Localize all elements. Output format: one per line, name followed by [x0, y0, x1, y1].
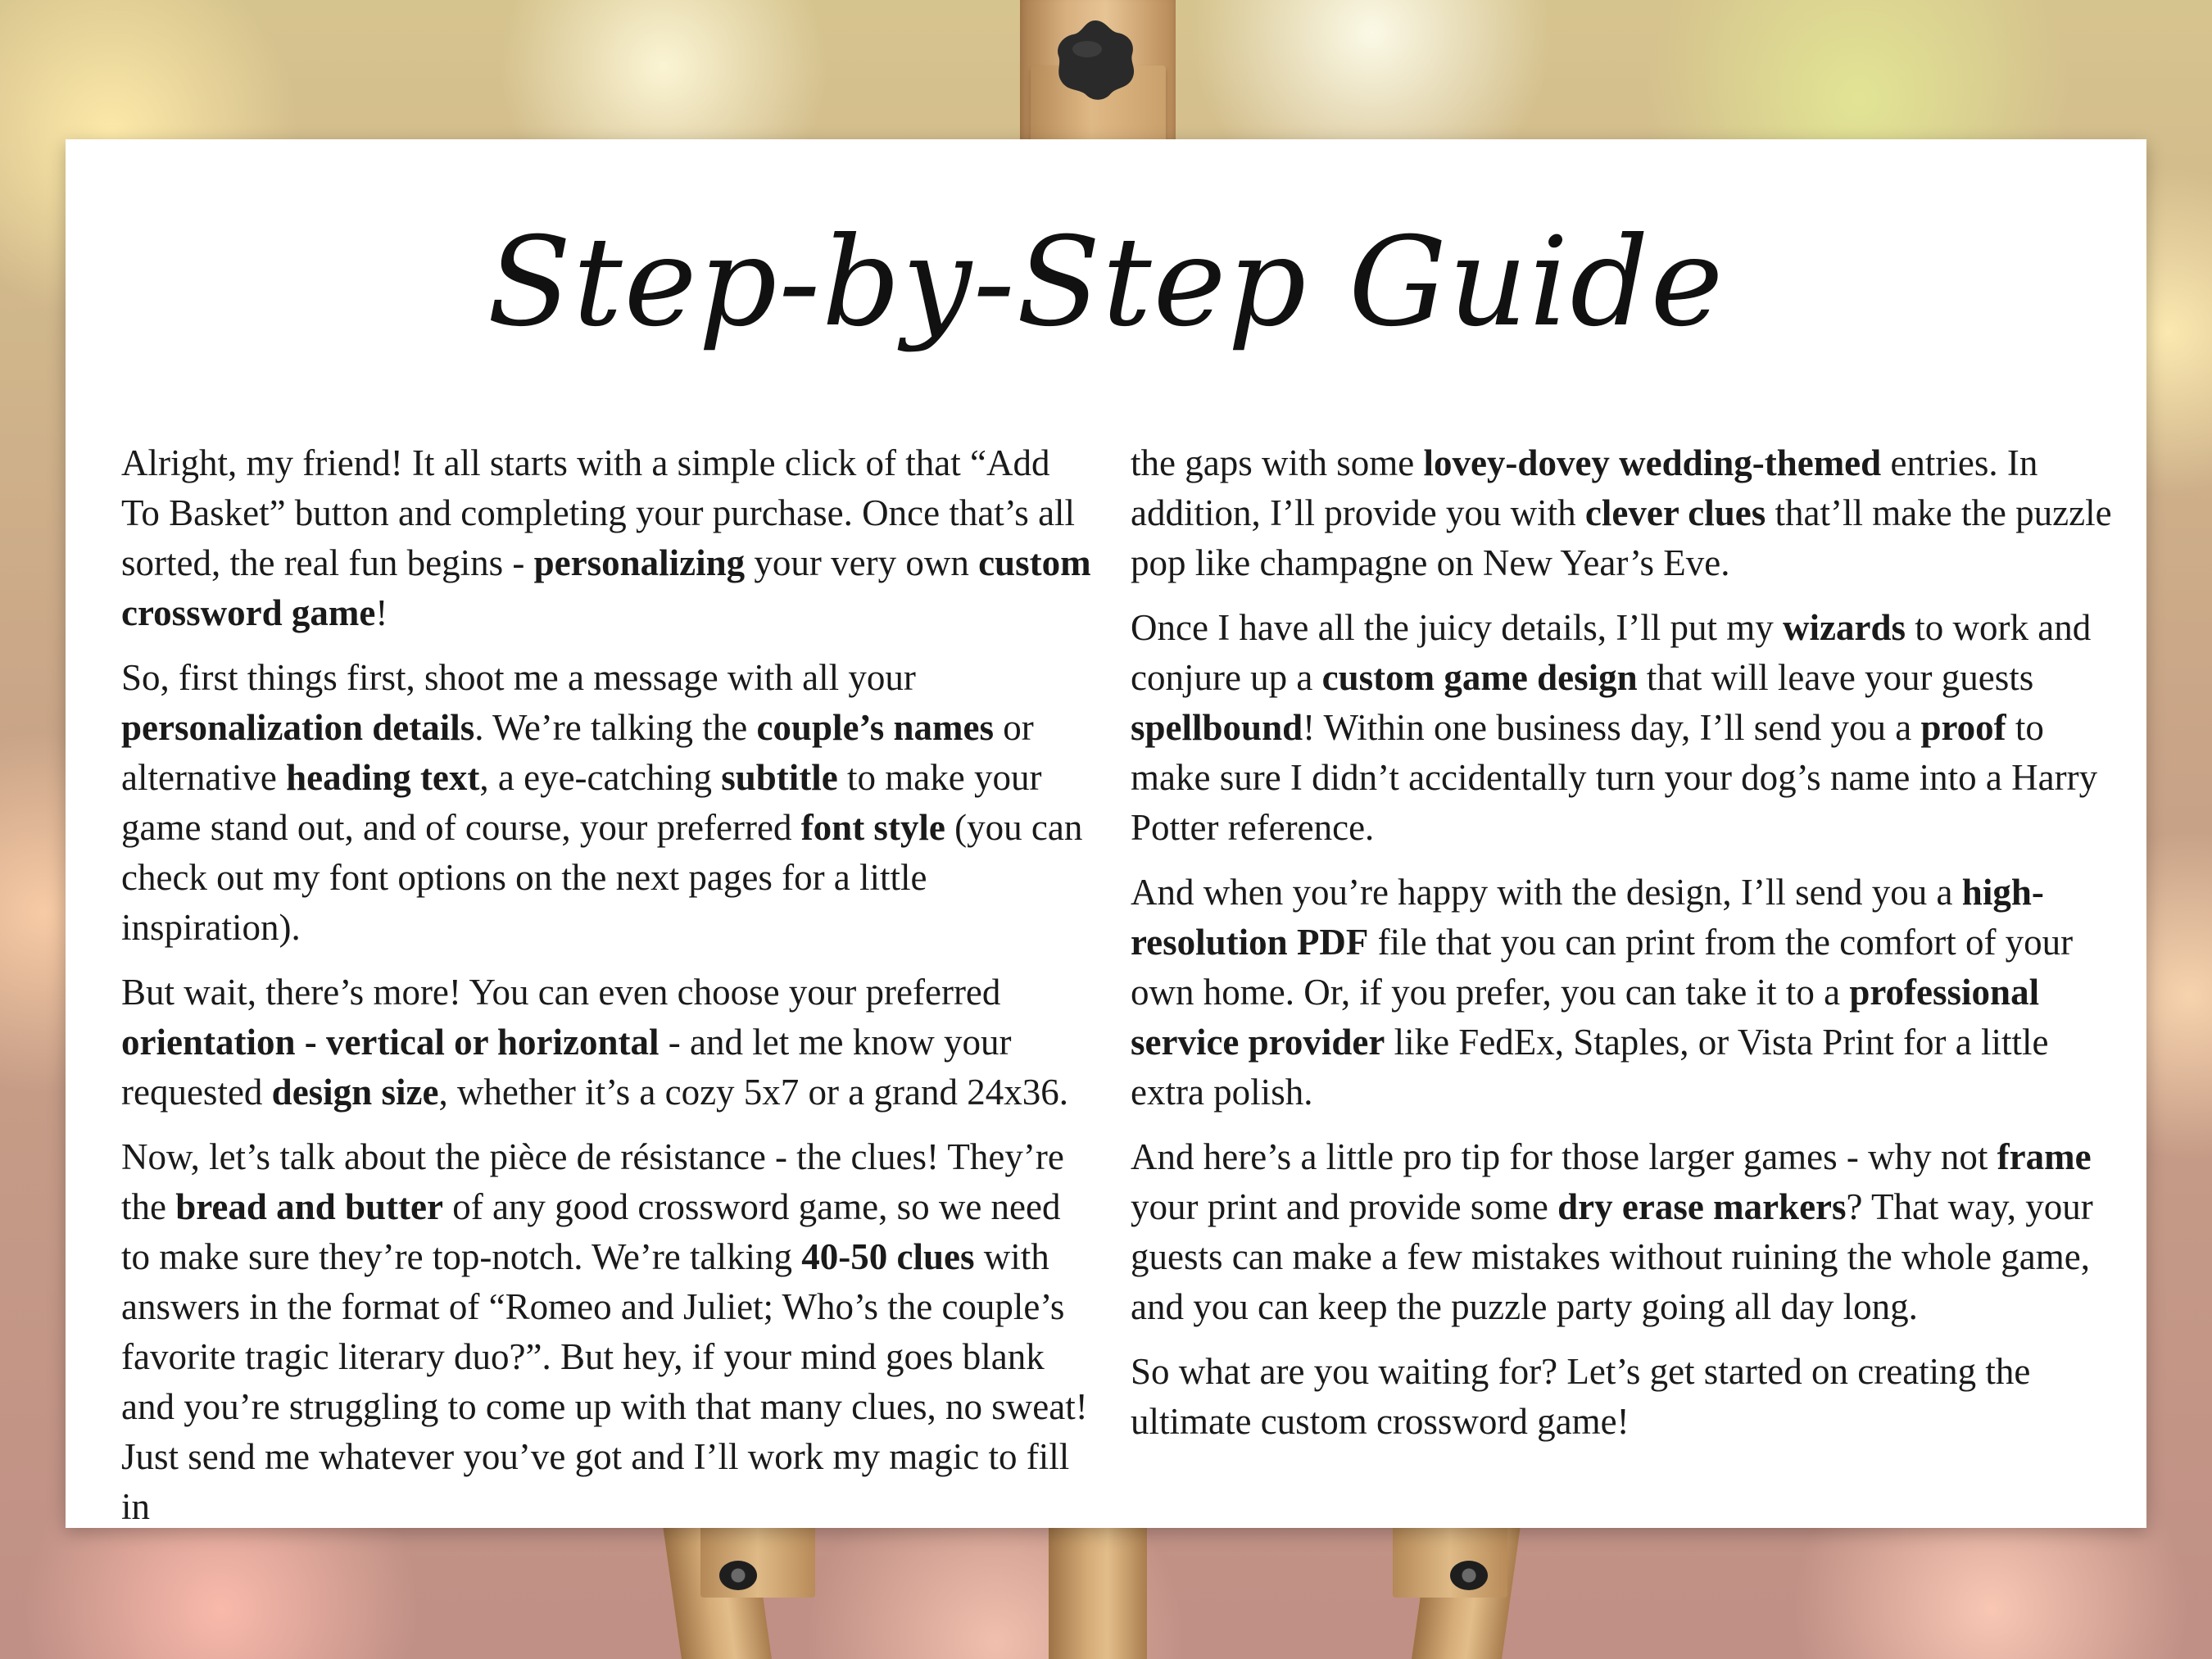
- emphasis: dry erase markers: [1557, 1186, 1847, 1227]
- text: to work and conjure up a: [1131, 607, 2092, 698]
- paragraph: [1131, 1132, 2114, 1332]
- text: that will leave your guests: [1637, 657, 2034, 698]
- right-column: [1131, 438, 2114, 1462]
- emphasis: proof: [1920, 707, 2006, 748]
- text: So, first things first, shoot me a message with all your: [121, 657, 916, 698]
- text: But wait, there’s more! You can even choose your preferred: [121, 972, 1001, 1013]
- text: your very own: [745, 542, 979, 583]
- text: file that you can print from the comfort of your own home. Or, if you prefer, you can take it to a: [1131, 922, 2074, 1013]
- paragraph: [121, 1132, 1092, 1532]
- emphasis: clever clues: [1584, 492, 1766, 533]
- text: Now, let’s talk about the pièce de résistance - the clues! They’re the: [121, 1136, 1064, 1227]
- text: , a eye-catching: [479, 757, 722, 798]
- text: the gaps with some: [1131, 442, 1424, 483]
- text: . We’re talking the: [474, 707, 757, 748]
- paragraph: [121, 968, 1092, 1117]
- emphasis: high-resolution PDF: [1131, 872, 2044, 963]
- emphasis: orientation - vertical or horizontal: [121, 1022, 660, 1063]
- emphasis: personalization details: [121, 707, 475, 748]
- emphasis: personalizing: [533, 542, 746, 583]
- screw-icon: [719, 1561, 757, 1590]
- text: to make your game stand out, and of course, your preferred: [121, 757, 1042, 848]
- text: entries. In addition, I’ll provide you with: [1131, 442, 2038, 533]
- text: like FedEx, Staples, or Vista Print for a little extra polish.: [1131, 1022, 2049, 1113]
- emphasis: wizards: [1783, 607, 1906, 648]
- text: with answers in the format of “Romeo and Juliet; Who’s the couple’s favorite tragic literary duo?”. But hey, if your mind goes blank and you’re struggling to come up with that many clues, no sweat! Just send me whatever you’ve got and I’ll work my magic to fill in: [121, 1236, 1088, 1527]
- screw-icon: [1450, 1561, 1488, 1590]
- paragraph: [1131, 603, 2114, 853]
- text: to make sure I didn’t accidentally turn your dog’s name into a Harry Potter reference.: [1131, 707, 2098, 848]
- emphasis: custom game design: [1321, 657, 1638, 698]
- text: Once I have all the juicy details, I’ll put my: [1131, 607, 1784, 648]
- page-title: Step-by-Step Guide: [487, 211, 1725, 354]
- text: or alternative: [121, 707, 1034, 798]
- emphasis: bread and butter: [175, 1186, 443, 1227]
- emphasis: spellbound: [1131, 707, 1303, 748]
- text: !: [375, 592, 388, 633]
- emphasis: professional service provider: [1131, 972, 2040, 1063]
- paragraph: [121, 653, 1092, 953]
- text: And when you’re happy with the design, I’ll send you a: [1131, 872, 1962, 913]
- text: of any good crossword game, so we need to make sure they’re top-notch. We’re talking: [121, 1186, 1061, 1277]
- text: that’ll make the puzzle pop like champagne on New Year’s Eve.: [1131, 492, 2112, 583]
- paragraph: [1131, 868, 2114, 1117]
- paragraph: [1131, 1347, 2114, 1447]
- text: (you can check out my font options on the next pages for a little inspiration).: [121, 807, 1083, 948]
- emphasis: subtitle: [721, 757, 838, 798]
- guide-board: [66, 139, 2146, 1528]
- paragraph: [1131, 438, 2114, 588]
- easel-knob-icon: [1050, 16, 1140, 107]
- text: ! Within one business day, I’ll send you a: [1303, 707, 1921, 748]
- text: Alright, my friend! It all starts with a simple click of that “Add To Basket” button and completing your purchase. Once that’s all sorted, the real fun begins -: [121, 442, 1076, 583]
- emphasis: frame: [1997, 1136, 2092, 1177]
- emphasis: lovey-dovey wedding-themed: [1423, 442, 1882, 483]
- text: your print and provide some: [1131, 1186, 1558, 1227]
- text: So what are you waiting for? Let’s get started on creating the ultimate custom crossword game!: [1131, 1351, 2031, 1442]
- emphasis: design size: [271, 1072, 439, 1113]
- emphasis: font style: [800, 807, 945, 848]
- emphasis: heading text: [286, 757, 480, 798]
- paragraph: [121, 438, 1092, 638]
- left-column: [121, 438, 1092, 1547]
- text: And here’s a little pro tip for those larger games - why not: [1131, 1136, 1997, 1177]
- emphasis: 40-50 clues: [801, 1236, 975, 1277]
- text: ? That way, your guests can make a few mistakes without ruining the whole game, and you can keep the puzzle party going all day long.: [1131, 1186, 2093, 1327]
- text: - and let me know your requested: [121, 1022, 1012, 1113]
- text: , whether it’s a cozy 5x7 or a grand 24x36.: [438, 1072, 1068, 1113]
- emphasis: couple’s names: [756, 707, 995, 748]
- emphasis: custom crossword game: [121, 542, 1091, 633]
